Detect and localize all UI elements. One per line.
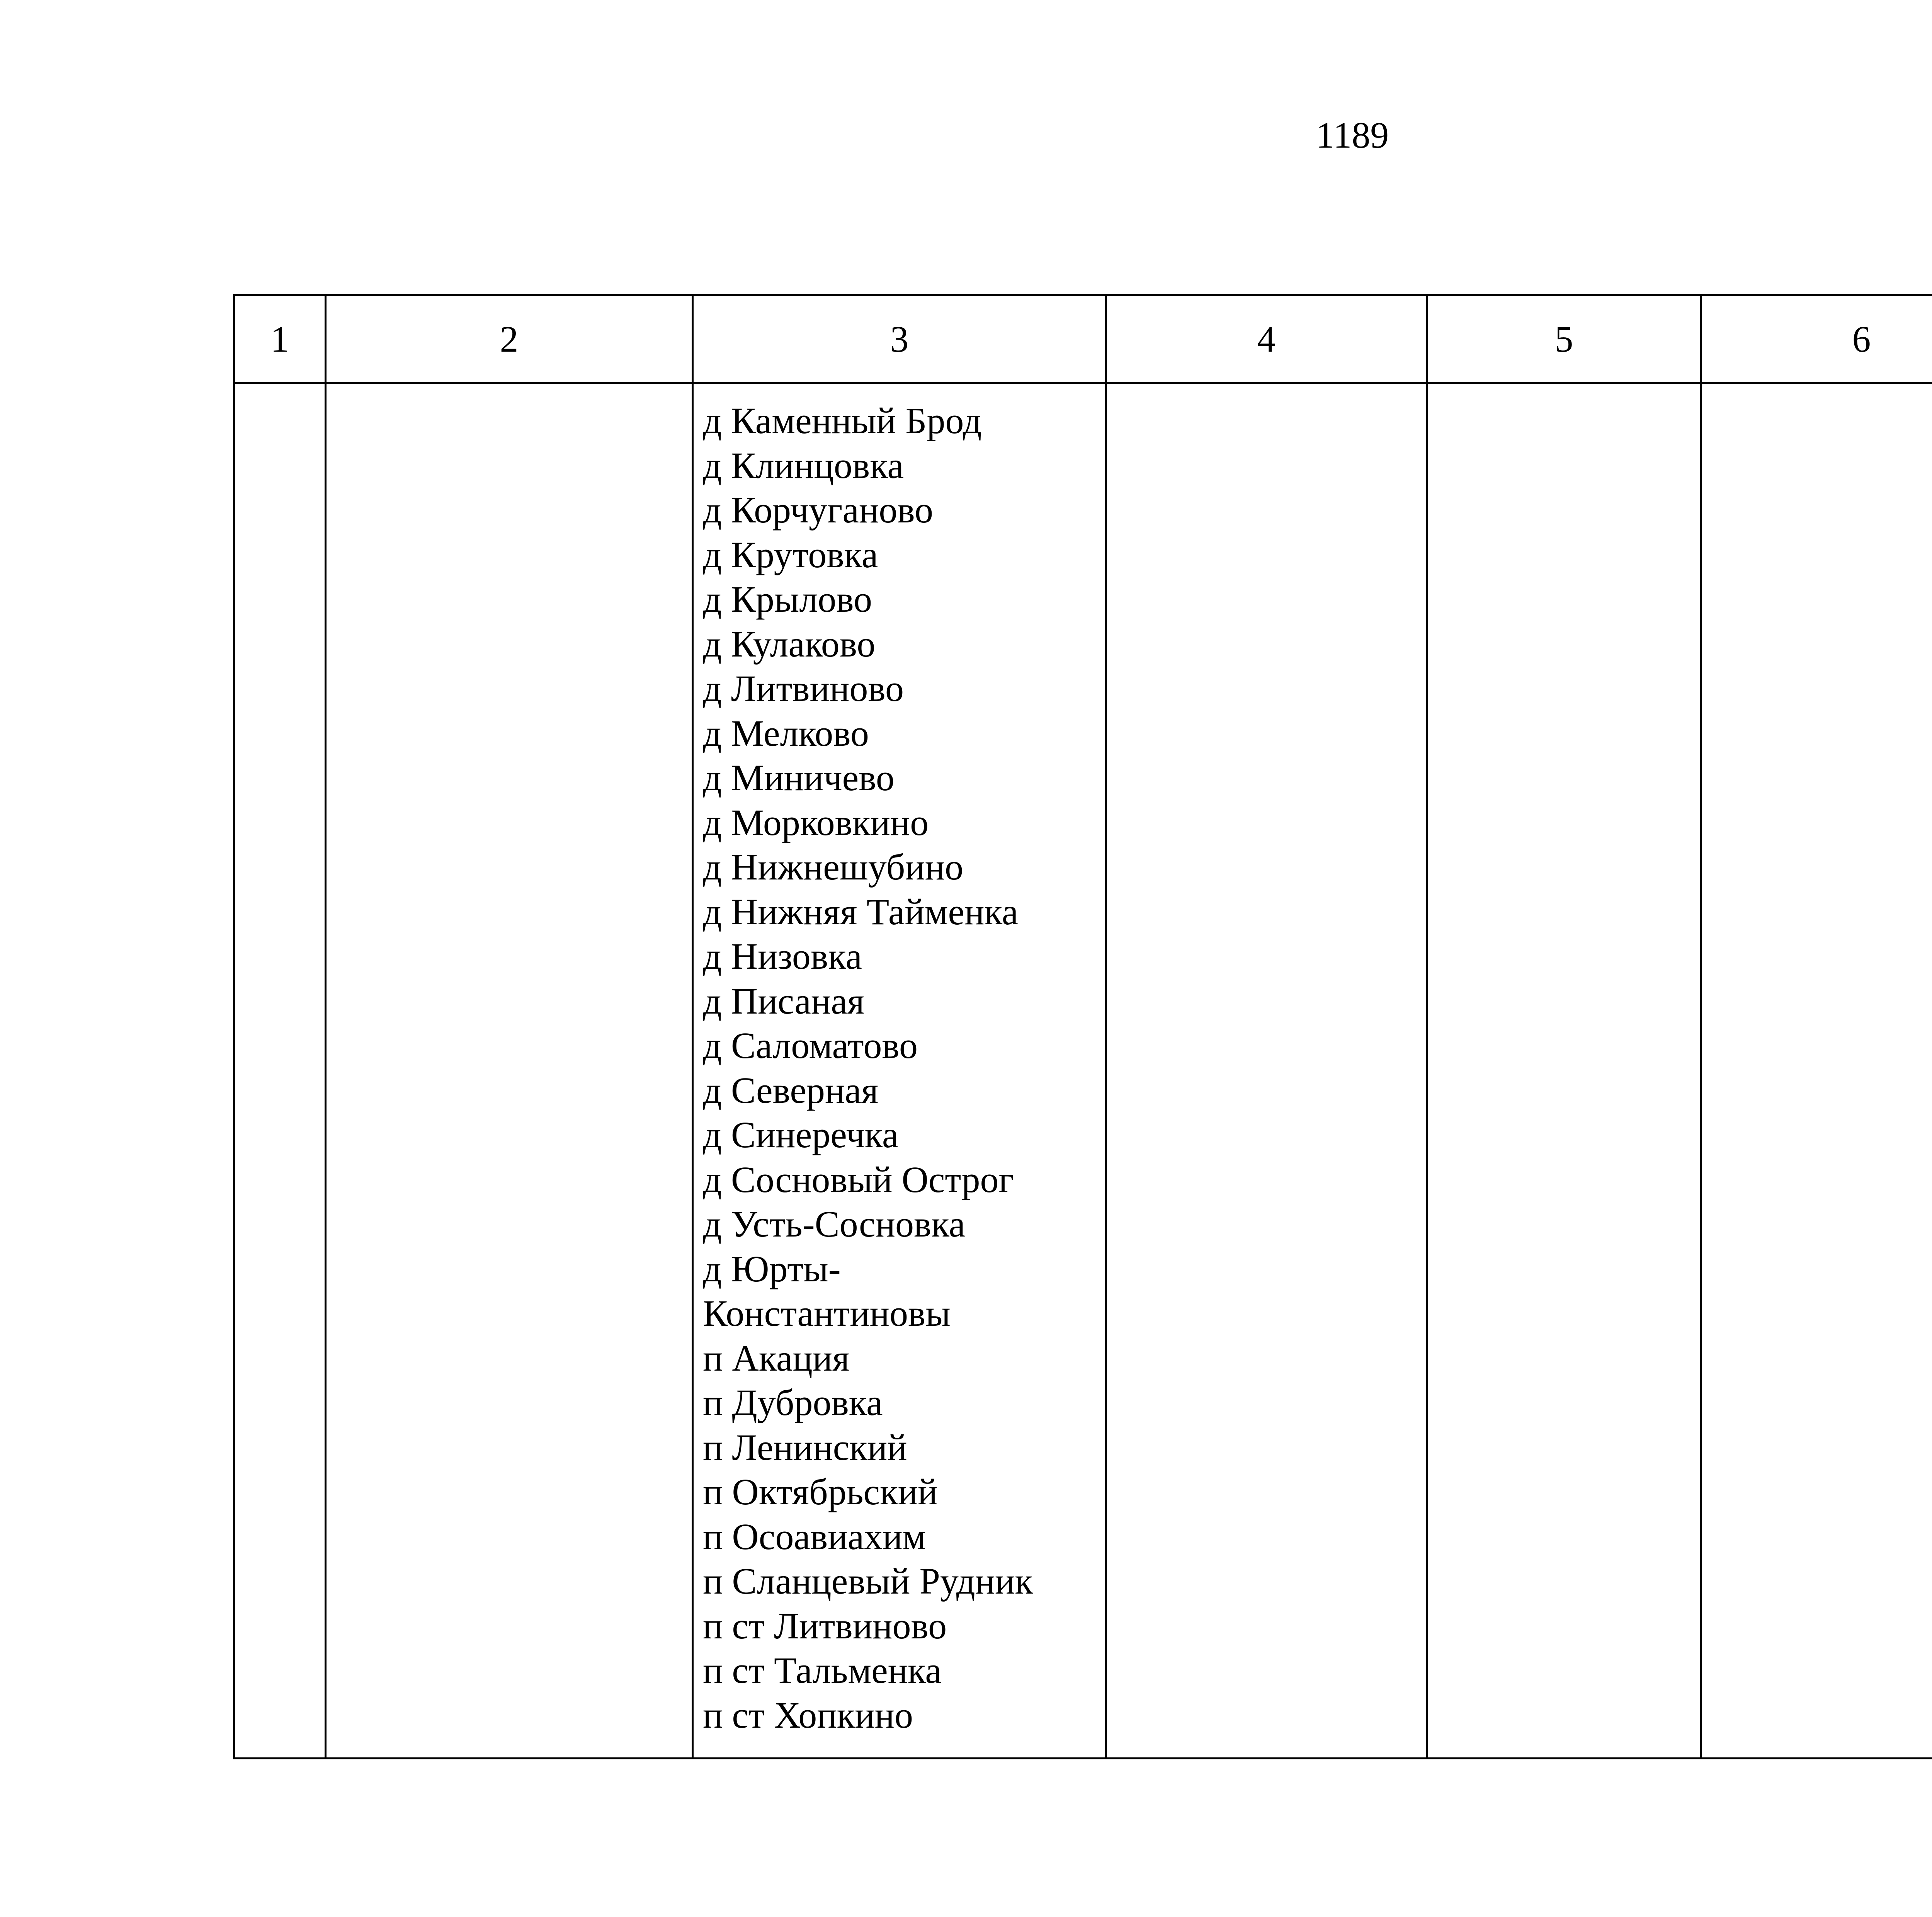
list-item: д Усть-Сосновка (703, 1203, 966, 1245)
list-item: д Корчуганово (703, 489, 934, 531)
table-cell-col-3 (693, 383, 1106, 1759)
list-item: п Акация (703, 1337, 850, 1379)
list-item: д Каменный Брод (703, 400, 982, 441)
table-cell-col-5 (1427, 383, 1701, 1759)
table-cell-col-4 (1106, 383, 1427, 1759)
list-item: п ст Литвиново (703, 1605, 947, 1647)
list-item: д Юрты- (703, 1248, 841, 1289)
table-cell-col-6 (1701, 383, 1932, 1759)
place-list (694, 384, 1105, 1737)
table-cell-col-2 (326, 383, 693, 1759)
list-item: д Крутовка (703, 534, 878, 575)
column-header-1: 1 (234, 295, 326, 383)
list-item: д Нижняя Тайменка (703, 891, 1019, 932)
table-cell-col-1 (234, 383, 326, 1759)
list-item: д Клинцовка (703, 444, 904, 486)
column-header-6: 6 (1701, 295, 1932, 383)
list-item: п Октябрьский (703, 1471, 938, 1512)
list-item: п ст Тальменка (703, 1650, 942, 1691)
data-table (233, 294, 1932, 1759)
list-item: п Осоавиахим (703, 1516, 926, 1557)
list-item: д Литвиново (703, 668, 904, 709)
list-item: п Сланцевый Рудник (703, 1560, 1033, 1602)
list-item: д Сосновый Острог (703, 1158, 1014, 1200)
list-item: д Писаная (703, 980, 865, 1022)
table-row (234, 383, 1932, 1759)
list-item: д Миничево (703, 757, 895, 798)
list-item: д Морковкино (703, 801, 929, 843)
column-header-5: 5 (1427, 295, 1701, 383)
list-item: д Северная (703, 1069, 879, 1111)
list-item: д Кулаково (703, 623, 876, 665)
list-item: п Дубровка (703, 1382, 883, 1423)
list-item: д Низовка (703, 936, 862, 977)
list-item: д Крылово (703, 578, 872, 620)
list-item: п Ленинский (703, 1426, 907, 1468)
list-item: д Нижнешубино (703, 846, 964, 888)
column-header-2: 2 (326, 295, 693, 383)
list-item: д Синеречка (703, 1114, 899, 1155)
list-item: Константиновы (703, 1293, 951, 1334)
column-header-3: 3 (693, 295, 1106, 383)
header-row (234, 295, 1932, 383)
page-number: 1189 (1316, 114, 1389, 156)
column-header-4: 4 (1106, 295, 1427, 383)
list-item: д Саломатово (703, 1025, 918, 1066)
list-item: п ст Хопкино (703, 1694, 913, 1736)
list-item: д Мелково (703, 712, 869, 754)
